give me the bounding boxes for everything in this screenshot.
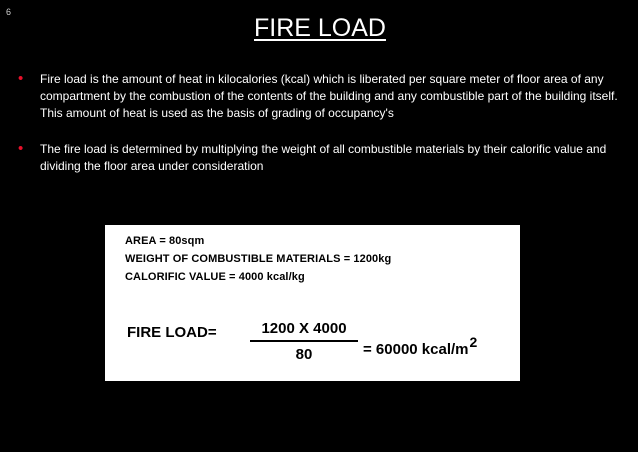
fire-load-formula [127,320,517,370]
example-calculation-box [105,225,520,381]
bullet-dot-icon: • [18,70,24,87]
slide-number: 6 [6,7,12,17]
slide-title [0,7,638,44]
bullet-dot-icon: • [18,140,24,157]
bullet-text-calculation: The fire load is determined by multiplying the weight of all combustible materials by their calorific value and dividing the floor area under consideration [40,142,607,173]
bullet-list [18,71,618,175]
bullet-item-calculation [18,141,618,175]
given-weight: WEIGHT OF COMBUSTIBLE MATERIALS = 1200kg [125,253,392,265]
bullet-item-definition [18,71,618,122]
given-area: AREA = 80sqm [125,235,205,247]
formula-result [363,334,477,358]
given-calorific-value: CALORIFIC VALUE = 4000 kcal/kg [125,271,305,283]
formula-label: FIRE LOAD= [127,324,217,341]
bullet-text-definition: Fire load is the amount of heat in kilocalories (kcal) which is liberated per square meter of floor area of any compartment by the combustion of the contents of the building and any combustible part of the building itself. This amount of heat is used as the basis of grading of occupancy's [40,72,618,120]
formula-denominator: 80 [295,346,313,363]
formula-result-exponent: 2 [469,334,478,350]
formula-fraction [250,320,358,364]
fraction-line [250,340,358,342]
slide-title-text: FIRE LOAD [254,14,386,42]
formula-result-value: = 60000 kcal/m [363,341,469,358]
formula-numerator: 1200 X 4000 [261,320,347,337]
